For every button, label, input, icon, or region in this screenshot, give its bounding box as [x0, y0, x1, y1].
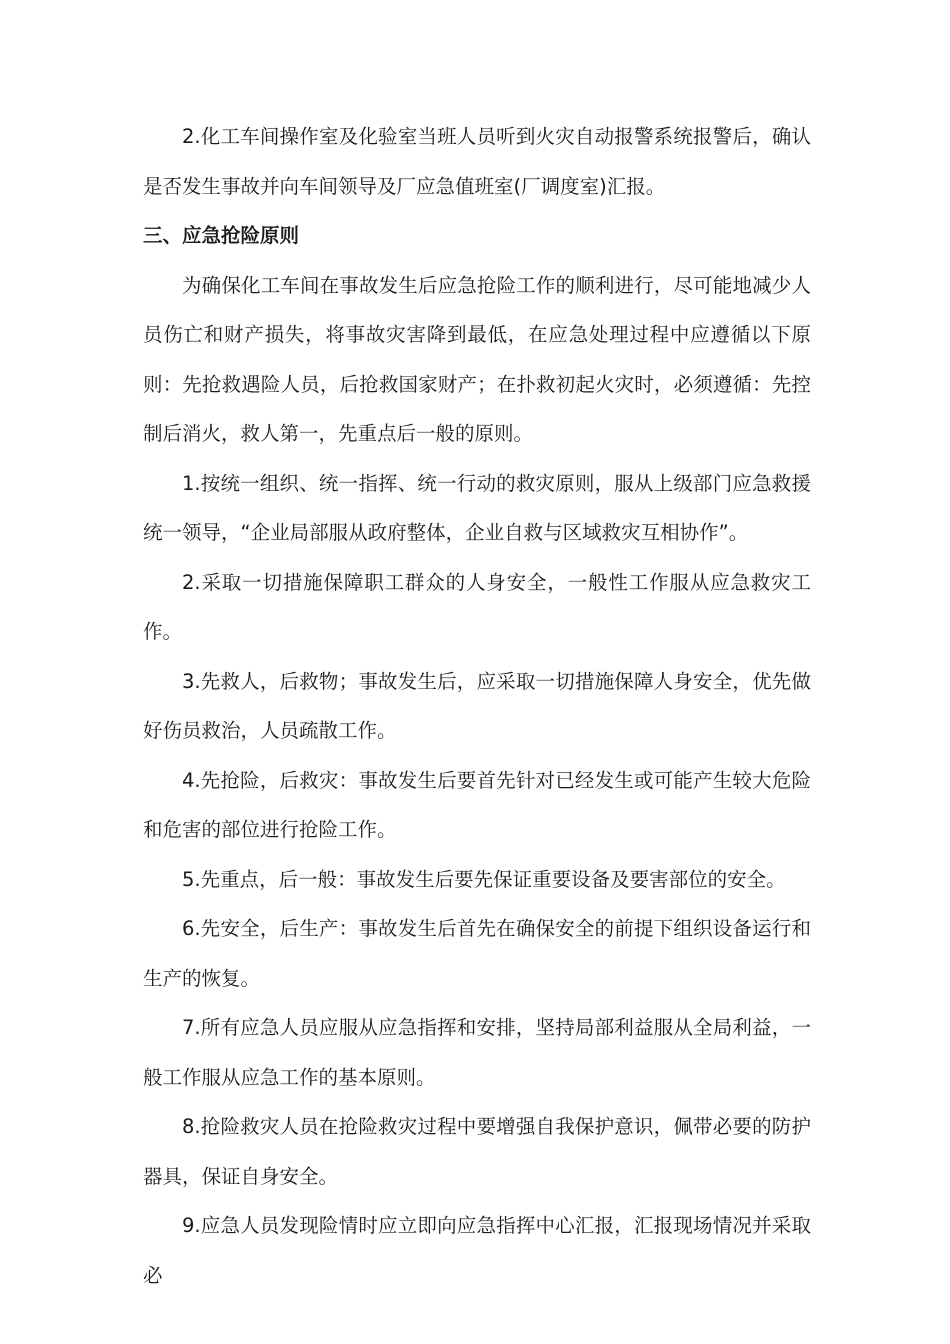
principle-item-5: 5.先重点，后一般：事故发生后要先保证重要设备及要害部位的安全。 [182, 867, 786, 891]
section-heading: 三、应急抢险原则 [143, 224, 300, 247]
document-body [143, 112, 811, 1300]
principle-item-7: 7.所有应急人员应服从应急指挥和安排，坚持局部利益服从全局利益，一般工作服从应急工作的基本原则。 [143, 1016, 811, 1089]
principle-item-9: 9.应急人员发现险情时应立即向应急指挥中心汇报，汇报现场情况并采取必 [143, 1214, 811, 1287]
principle-item-8: 8.抢险救灾人员在抢险救灾过程中要增强自我保护意识，佩带必要的防护器具，保证自身安全。 [143, 1115, 811, 1188]
paragraph-fire-alarm-report: 2.化工车间操作室及化验室当班人员听到火灾自动报警系统报警后，确认是否发生事故并向车间领导及厂应急值班室(厂调度室)汇报。 [143, 125, 811, 198]
principle-item-1: 1.按统一组织、统一指挥、统一行动的救灾原则，服从上级部门应急救援统一领导，“企业局部服从政府整体，企业自救与区域救灾互相协作”。 [143, 471, 811, 544]
principle-item-3: 3.先救人，后救物；事故发生后，应采取一切措施保障人身安全，优先做好伤员救治，人员疏散工作。 [143, 669, 811, 742]
paragraph-intro: 为确保化工车间在事故发生后应急抢险工作的顺利进行，尽可能地减少人员伤亡和财产损失，将事故灾害降到最低，在应急处理过程中应遵循以下原则：先抢救遇险人员，后抢救国家财产；在扑救初起火灾时，必须遵循：先控制后消火，救人第一，先重点后一般的原则。 [143, 273, 811, 445]
principle-item-4: 4.先抢险，后救灾：事故发生后要首先针对已经发生或可能产生较大危险和危害的部位进行抢险工作。 [143, 768, 811, 841]
principle-item-2: 2.采取一切措施保障职工群众的人身安全，一般性工作服从应急救灾工作。 [143, 570, 811, 643]
principle-item-6: 6.先安全，后生产：事故发生后首先在确保安全的前提下组织设备运行和生产的恢复。 [143, 917, 811, 990]
